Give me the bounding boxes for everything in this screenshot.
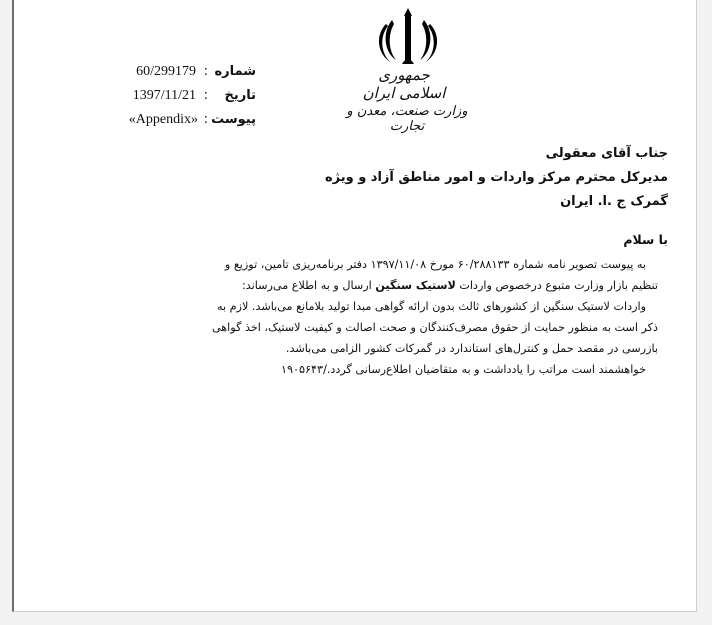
meta-date-label: تاریخ: [224, 88, 256, 103]
body-line: [98, 275, 658, 296]
meta-number-value: 60/299179: [136, 64, 196, 79]
addressee-line: مدیرکل محترم مرکز واردات و امور مناطق آزاد و ویژه: [324, 170, 668, 185]
addressee-block: [248, 142, 668, 214]
letterhead-republic: جمهوری اسلامی ایران: [362, 66, 446, 102]
document-page: [12, 0, 697, 612]
letter-body: [98, 254, 658, 380]
iran-emblem-icon: [366, 6, 450, 68]
meta-attachment-row: [106, 108, 256, 132]
meta-date-value: 1397/11/21: [132, 88, 196, 103]
body-line: بازرسی در مقصد حمل و کنترل‌های استاندارد در گمرکات کشور الزامی می‌باشد.: [285, 342, 658, 355]
meta-number-label: شماره: [214, 64, 256, 79]
meta-attachment-value: «Appendix»: [128, 112, 198, 127]
body-line: ذکر است به منظور حمایت از حقوق مصرف‌کنندگان و صحت اصالت و کیفیت لاستیک، اخذ گواهی: [211, 321, 658, 334]
body-line: واردات لاستیک سنگین از کشورهای ثالث بدون ارائه گواهی مبدا تولید بلامانع می‌باشد. لازم به: [216, 300, 646, 313]
meta-date-row: [106, 84, 256, 108]
body-bold-segment: لاستیک سنگین: [375, 279, 456, 292]
meta-attachment-label: پیوست: [211, 112, 256, 127]
addressee-line: جناب آقای معقولی: [545, 146, 668, 161]
body-text-segment: ارسال و به اطلاع می‌رساند:: [241, 279, 376, 292]
meta-separator: :: [203, 88, 208, 103]
meta-number-row: [106, 60, 256, 84]
letter-meta: [106, 60, 256, 132]
greeting: با سلام: [623, 232, 668, 247]
meta-separator: :: [203, 112, 208, 127]
addressee-line: گمرک ج .ا. ایران: [560, 194, 668, 209]
body-line: به پیوست تصویر نامه شماره ۶۰/۲۸۸۱۳۳ مورخ ۱۳۹۷/۱۱/۰۸ دفتر برنامه‌ریزی تامین، توزیع و: [224, 258, 646, 271]
letterhead-ministry: وزارت صنعت، معدن و تجارت: [346, 104, 468, 134]
meta-separator: :: [203, 64, 208, 79]
body-text-segment: تنظیم بازار وزارت متبوع درخصوص واردات: [455, 279, 658, 292]
body-line: خواهشمند است مراتب را یادداشت و به متقاضیان اطلاع‌رسانی گردد./۱۹۰۵۶۴۳: [281, 363, 646, 376]
